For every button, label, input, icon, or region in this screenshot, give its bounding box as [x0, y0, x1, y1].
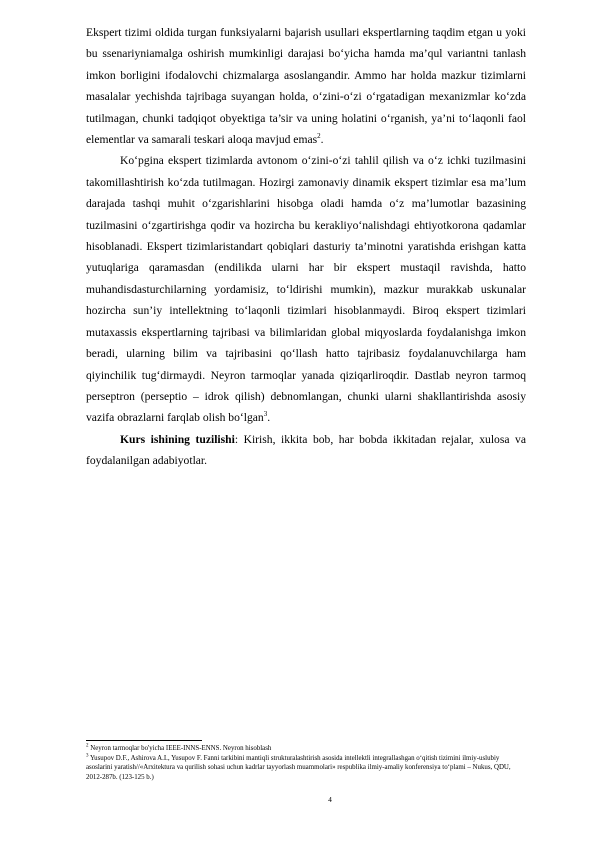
footnote-2 [86, 744, 526, 754]
footnote-2-number: 2 [86, 743, 89, 749]
footnote-3-text: Yusupov D.F., Ashirova A.I., Yusupov F. Fanni tarkibini mantiqli strukturalashtirish asosida intellektli integrallashgan o‘qitish tizimini ilmiy-uslubiy asoslarini yaratish//«Arxitektura va qurilish sohasi uchun kadrlar tayyorlash muammolari» respublika ilmiy-amaliy konferensiya to‘plami – Nukus, QDU, 2012-287b. (123-125 b.) [86, 754, 511, 781]
page-number: 4 [328, 795, 332, 804]
footnote-separator [86, 740, 202, 741]
footnote-ref-3[interactable]: 3 [263, 410, 268, 419]
paragraph-3 [86, 429, 526, 472]
paragraph-1-end: . [320, 133, 324, 147]
paragraph-2-end: . [267, 411, 271, 425]
body-text [86, 22, 526, 472]
footnote-2-text: Neyron tarmoqlar bo'yicha IEEE-INNS-ENNS. Neyron hisoblash [88, 745, 272, 752]
paragraph-1-text: Ekspert tizimi oldida turgan funksiyalarni bajarish usullari ekspertlarning taqdim etgan u yoki bu ssenariyniamalga oshirish mumkinligi darajasi bo‘yicha hamda ma’qul variantni tanlash imkon borligini ifodalovchi chizmalarga asoslangandir. Ammo har holda mazkur tizimlarni masalalar yechishda tajribaga suyangan holda, o‘zini-o‘zi o‘rgatadigan mexanizmlar ko‘zda tutilmagan, chunki tadqiqot obyektiga ta’sir va uning holatini o‘rganish, ya’ni to‘laqonli faol elementlar va samarali teskari aloqa mavjud emas [86, 26, 526, 147]
paragraph-2 [86, 150, 526, 428]
structure-heading: Kurs ishining tuzilishi [120, 432, 235, 446]
footnote-3-number: 3 [86, 753, 89, 759]
paragraph-2-text: Ko‘pgina ekspert tizimlarda avtonom o‘zini-o‘zi tahlil qilish va o‘z ichki tuzilmasini takomillashtirish ko‘zda tutilmagan. Hozirgi zamonaviy dinamik ekspert tizimlar esa ma’lum darajada tashqi muhit o‘zgarishlarini hisobga oladi hamda o‘z ma’lumotlar bazasining tuzilmasini o‘zgartirishga qodir va hozircha bu kerakliyo‘nalishdagi ehtiyotkorona qadamlar hisoblanadi. Ekspert tizimlaristandart qobiqlari dasturiy ta’minotni yaratishda erishgan katta yutuqlariga qaramasdan (endilikda ularni har bir ekspert mustaqil ravishda, hatto muhandisdasturchilarning yordamisiz, to‘ldirishi mumkin), mazkur murakkab uskunalar hozircha sun’iy intellektning to‘laqonli tizimlari hisoblanmaydi. Biroq ekspert tizimlari mutaxassis ekspertlarning tajribasi va bilimlaridan global miqyoslarda foydalanishga imkon beradi, ularning bilim va tajribasini qo‘llash hatto tajribasiz foydalanuvchilarga ham qiyinchilik tug‘dirmaydi. Neyron tarmoqlar yanada qiziqarliroqdir. Dastlab neyron tarmoq perseptron (perseptio – idrok qilish) debnomlangan, chunki ularni shakllantirishda asosiy vazifa obrazlarni farqlab olish bo‘lgan [86, 154, 526, 425]
footnote-3 [86, 754, 526, 783]
paragraph-3-text: : Kirish, ikkita bob, har bobda ikkitadan rejalar, xulosa va foydalanilgan adabiyotlar. [86, 432, 526, 468]
footnotes [86, 744, 526, 782]
footnote-ref-2[interactable]: 2 [317, 132, 321, 141]
paragraph-1 [86, 22, 526, 150]
